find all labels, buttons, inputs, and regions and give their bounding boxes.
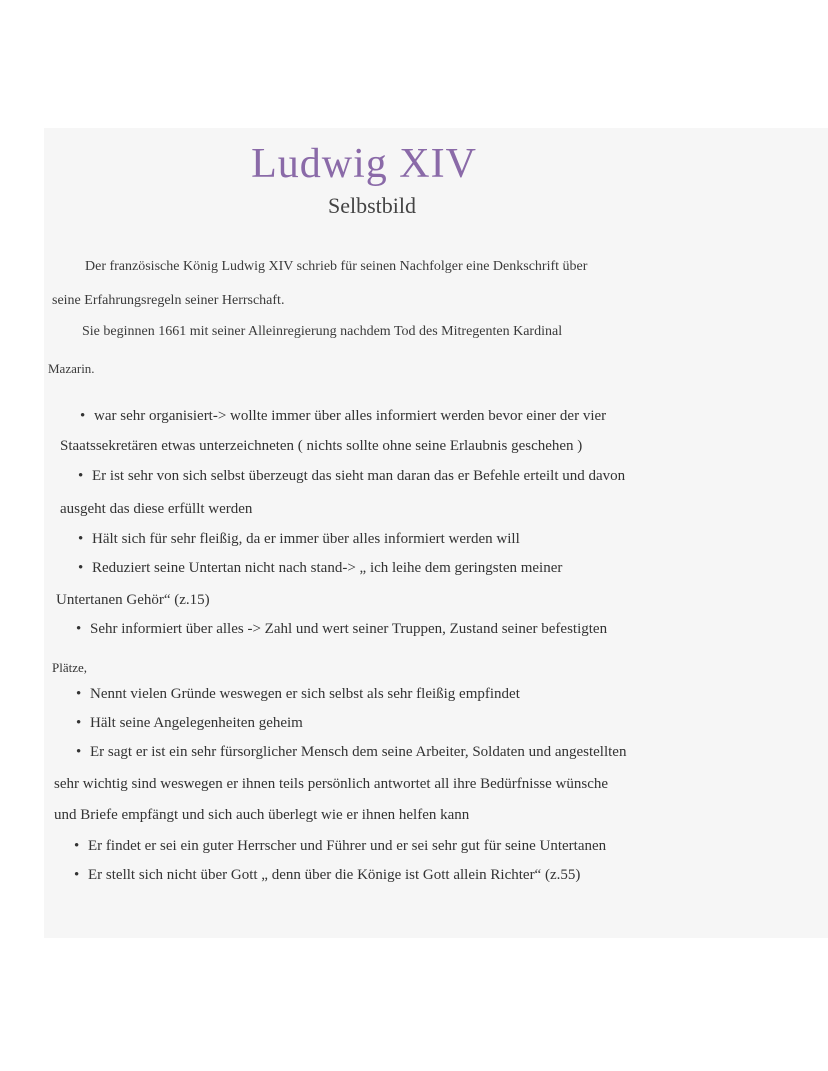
document-subtitle: Selbstbild bbox=[327, 193, 416, 218]
intro-line: seine Erfahrungsregeln seiner Herrschaft. bbox=[52, 293, 285, 308]
bullet-item: • Hält seine Angelegenheiten geheim bbox=[76, 714, 303, 732]
continuation-line: sehr wichtig sind weswegen er ihnen teils persönlich antwortet all ihre Bedürfnisse wünsche bbox=[54, 776, 609, 792]
continuation-line: ausgeht das diese erfüllt werden bbox=[60, 501, 253, 517]
bullet-item: • Er stellt sich nicht über Gott „ denn über die Könige ist Gott allein Richter“ (z.55) bbox=[74, 866, 580, 884]
bullet-item: • Er findet er sei ein guter Herrscher und Führer und er sei sehr gut für seine Untertanen bbox=[74, 837, 606, 855]
continuation-line: Plätze, bbox=[52, 660, 88, 675]
bullet-item: • Nennt vielen Gründe weswegen er sich selbst als sehr fleißig empfindet bbox=[76, 685, 520, 703]
bullet-item: • Sehr informiert über alles -> Zahl und wert seiner Truppen, Zustand seiner befestigten bbox=[76, 620, 607, 638]
document-title: Ludwig XIV bbox=[251, 141, 477, 187]
continuation-line: Staatssekretären etwas unterzeichneten ( nichts sollte ohne seine Erlaubnis geschehen ) bbox=[60, 438, 583, 454]
bullet-item: • Hält sich für sehr fleißig, da er immer über alles informiert werden will bbox=[78, 530, 520, 548]
intro-line: Sie beginnen 1661 mit seiner Alleinregierung nachdem Tod des Mitregenten Kardinal bbox=[82, 324, 563, 339]
continuation-line: Untertanen Gehör“ (z.15) bbox=[56, 592, 210, 608]
bullet-item: • Er sagt er ist ein sehr fürsorglicher Mensch dem seine Arbeiter, Soldaten und angestellten bbox=[76, 743, 626, 761]
intro-line: Mazarin. bbox=[48, 361, 95, 376]
continuation-line: und Briefe empfängt und sich auch überlegt wie er ihnen helfen kann bbox=[54, 807, 470, 823]
bullet-item: • war sehr organisiert-> wollte immer über alles informiert werden bevor einer der vier bbox=[80, 407, 606, 425]
bullet-item: • Reduziert seine Untertan nicht nach stand-> „ ich leihe dem geringsten meiner bbox=[78, 559, 562, 577]
bullet-item: • Er ist sehr von sich selbst überzeugt das sieht man daran das er Befehle erteilt und davon bbox=[78, 467, 625, 485]
intro-line: Der französische König Ludwig XIV schrieb für seinen Nachfolger eine Denkschrift über bbox=[85, 259, 588, 274]
